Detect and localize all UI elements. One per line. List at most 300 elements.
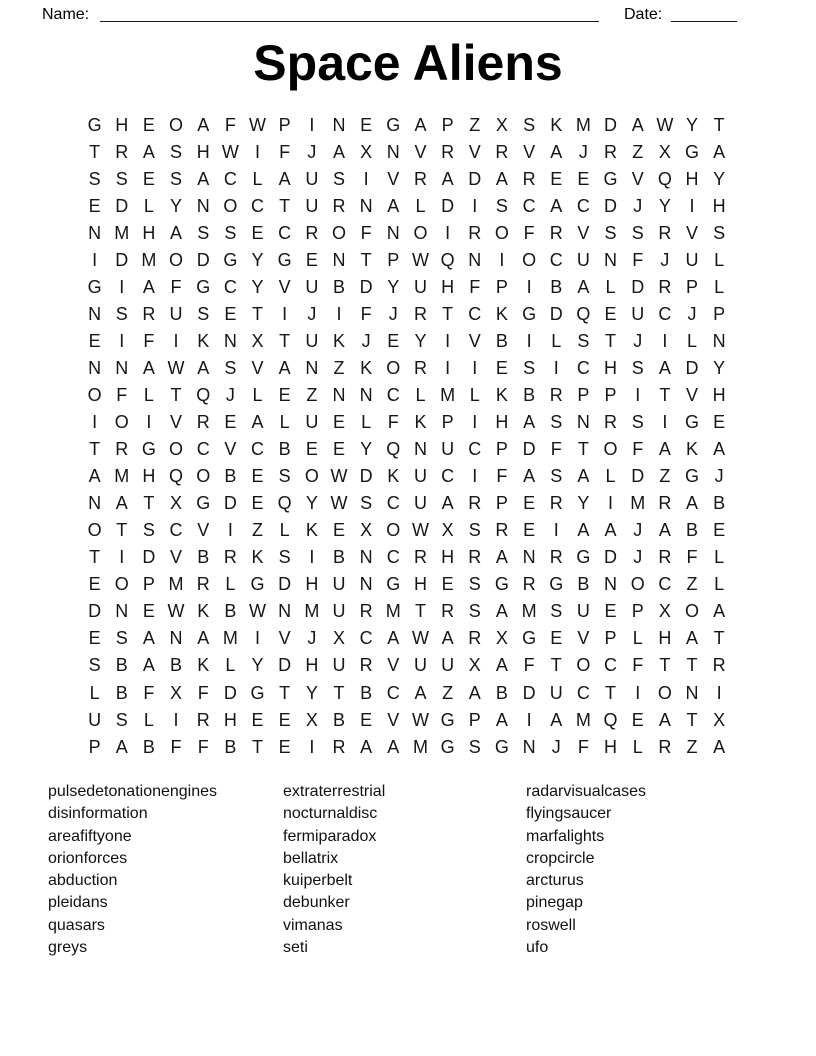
grid-cell: N xyxy=(305,357,319,378)
grid-cell: L xyxy=(252,168,263,189)
grid-cell: O xyxy=(87,520,102,541)
grid-cell: G xyxy=(141,439,156,460)
grid-cell: A xyxy=(88,466,101,487)
word-item: bellatrix xyxy=(283,849,339,867)
grid-cell: J xyxy=(551,736,561,757)
grid-cell: C xyxy=(549,249,563,270)
grid-cell: G xyxy=(522,628,537,649)
grid-cell: L xyxy=(361,412,372,433)
grid-cell: Y xyxy=(414,330,427,351)
grid-cell: L xyxy=(89,682,100,703)
grid-cell: G xyxy=(549,574,564,595)
grid-cell: T xyxy=(659,655,671,676)
grid-cell: T xyxy=(89,141,101,162)
grid-cell: X xyxy=(441,520,454,541)
grid-cell: T xyxy=(605,682,617,703)
grid-cell: K xyxy=(305,520,318,541)
word-item: ufo xyxy=(526,939,549,957)
grid-cell: S xyxy=(495,195,508,216)
grid-cell: B xyxy=(360,682,373,703)
grid-cell: D xyxy=(522,682,536,703)
word-item: roswell xyxy=(526,916,576,934)
grid-cell: R xyxy=(658,547,672,568)
grid-cell: W xyxy=(411,628,429,649)
grid-cell: M xyxy=(440,384,456,405)
grid-cell: S xyxy=(115,168,128,189)
grid-cell: N xyxy=(88,493,102,514)
grid-cell: M xyxy=(222,628,238,649)
word-item: seti xyxy=(283,939,308,957)
grid-cell: W xyxy=(249,601,267,622)
grid-cell: L xyxy=(279,412,290,433)
grid-cell: Z xyxy=(442,682,454,703)
name-label: Name: xyxy=(42,6,90,23)
grid-cell: L xyxy=(225,574,236,595)
grid-cell: U xyxy=(88,709,102,730)
grid-cell: O xyxy=(169,249,184,270)
grid-cell: J xyxy=(633,520,643,541)
grid-cell: I xyxy=(716,682,722,703)
grid-cell: F xyxy=(632,655,644,676)
grid-cell: I xyxy=(363,168,369,189)
grid-cell: W xyxy=(330,466,348,487)
grid-cell: B xyxy=(523,384,536,405)
grid-cell: S xyxy=(523,357,536,378)
grid-cell: X xyxy=(332,628,345,649)
grid-cell: R xyxy=(658,276,672,297)
grid-cell: S xyxy=(142,520,155,541)
grid-cell: Z xyxy=(333,357,345,378)
grid-cell: T xyxy=(170,384,182,405)
grid-cell: D xyxy=(115,249,129,270)
grid-cell: I xyxy=(92,249,98,270)
grid-cell: P xyxy=(495,439,508,460)
grid-cell: T xyxy=(686,709,698,730)
word-list-column-1 xyxy=(48,781,217,959)
grid-cell: G xyxy=(685,141,700,162)
grid-cell: E xyxy=(88,574,101,595)
grid-cell: V xyxy=(523,141,536,162)
grid-cell: J xyxy=(687,303,697,324)
grid-cell: I xyxy=(309,736,315,757)
grid-cell: T xyxy=(686,655,698,676)
grid-cell: O xyxy=(413,222,428,243)
grid-cell: A xyxy=(332,141,345,162)
grid-cell: Y xyxy=(251,276,264,297)
word-item: kuiperbelt xyxy=(283,872,353,890)
grid-cell: F xyxy=(360,303,372,324)
grid-cell: A xyxy=(495,601,508,622)
grid-cell: J xyxy=(633,195,643,216)
grid-cell: S xyxy=(115,303,128,324)
word-item: greys xyxy=(48,939,88,957)
grid-cell: N xyxy=(386,222,400,243)
grid-cell: T xyxy=(279,330,291,351)
grid-cell: O xyxy=(386,520,401,541)
grid-cell: E xyxy=(142,114,155,135)
grid-cell: R xyxy=(115,439,129,460)
grid-cell: K xyxy=(550,114,563,135)
grid-cell: N xyxy=(386,141,400,162)
grid-cell: F xyxy=(496,466,508,487)
grid-cell: E xyxy=(88,628,101,649)
grid-cell: K xyxy=(360,357,373,378)
grid-cell: S xyxy=(170,168,183,189)
grid-cell: B xyxy=(332,276,345,297)
grid-cell: A xyxy=(713,439,726,460)
grid-cell: Q xyxy=(386,439,401,460)
grid-cell: Y xyxy=(251,249,264,270)
grid-cell: G xyxy=(576,547,591,568)
grid-cell: B xyxy=(686,520,699,541)
grid-cell: U xyxy=(413,466,427,487)
grid-cell: B xyxy=(278,439,291,460)
grid-cell: I xyxy=(336,303,342,324)
grid-cell: W xyxy=(411,249,429,270)
grid-cell: A xyxy=(495,655,508,676)
grid-cell: H xyxy=(441,547,455,568)
grid-cell: C xyxy=(468,303,482,324)
grid-cell: W xyxy=(249,114,267,135)
grid-cell: H xyxy=(495,412,509,433)
grid-cell: U xyxy=(332,655,346,676)
grid-cell: V xyxy=(170,547,183,568)
grid-cell: X xyxy=(251,330,264,351)
grid-cell: E xyxy=(251,466,264,487)
grid-cell: R xyxy=(658,736,672,757)
grid-cell: C xyxy=(576,195,590,216)
grid-cell: H xyxy=(712,195,726,216)
grid-cell: V xyxy=(278,628,291,649)
grid-cell: A xyxy=(713,601,726,622)
grid-cell: S xyxy=(278,466,291,487)
grid-cell: W xyxy=(167,601,185,622)
grid-cell: Y xyxy=(686,114,699,135)
grid-cell: D xyxy=(223,493,237,514)
grid-cell: C xyxy=(658,574,672,595)
grid-cell: C xyxy=(223,276,237,297)
grid-cell: S xyxy=(550,601,563,622)
grid-cell: F xyxy=(143,330,155,351)
grid-cell: U xyxy=(576,601,590,622)
grid-cell: P xyxy=(142,574,155,595)
grid-cell: A xyxy=(441,168,454,189)
grid-cell: R xyxy=(441,141,455,162)
grid-cell: I xyxy=(635,384,641,405)
grid-cell: Z xyxy=(686,736,698,757)
grid-cell: G xyxy=(386,114,401,135)
grid-cell: F xyxy=(632,439,644,460)
grid-cell: N xyxy=(115,357,129,378)
grid-cell: Y xyxy=(577,493,590,514)
grid-cell: Q xyxy=(277,493,292,514)
grid-cell: D xyxy=(441,195,455,216)
grid-cell: O xyxy=(522,249,537,270)
grid-cell: R xyxy=(549,547,563,568)
grid-cell: R xyxy=(604,412,618,433)
grid-cell: A xyxy=(550,709,563,730)
grid-cell: G xyxy=(250,574,265,595)
grid-cell: F xyxy=(632,249,644,270)
grid-cell: B xyxy=(197,547,210,568)
grid-cell: I xyxy=(227,520,233,541)
grid-cell: T xyxy=(89,439,101,460)
grid-cell: L xyxy=(714,276,725,297)
grid-cell: S xyxy=(115,628,128,649)
grid-cell: E xyxy=(305,249,318,270)
grid-cell: N xyxy=(522,547,536,568)
grid-cell: A xyxy=(360,736,373,757)
grid-cell: P xyxy=(441,412,454,433)
grid-cell: K xyxy=(197,655,210,676)
name-blank-line xyxy=(100,21,599,22)
grid-cell: V xyxy=(414,141,427,162)
grid-cell: S xyxy=(332,168,345,189)
grid-cell: S xyxy=(550,412,563,433)
grid-cell: O xyxy=(169,439,184,460)
grid-cell: A xyxy=(441,493,454,514)
grid-cell: I xyxy=(553,357,559,378)
grid-cell: A xyxy=(197,357,210,378)
grid-cell: R xyxy=(604,141,618,162)
word-item: vimanas xyxy=(283,916,343,934)
grid-cell: H xyxy=(142,222,156,243)
grid-cell: I xyxy=(608,493,614,514)
grid-cell: S xyxy=(278,547,291,568)
grid-cell: K xyxy=(495,303,508,324)
grid-cell: H xyxy=(441,276,455,297)
grid-cell: I xyxy=(255,628,261,649)
grid-cell: P xyxy=(713,303,726,324)
grid-cell: A xyxy=(658,439,671,460)
grid-cell: V xyxy=(686,384,699,405)
grid-cell: E xyxy=(142,168,155,189)
grid-cell: D xyxy=(115,195,129,216)
grid-cell: N xyxy=(88,303,102,324)
word-item: disinformation xyxy=(48,805,148,823)
grid-cell: H xyxy=(604,736,618,757)
grid-cell: U xyxy=(549,682,563,703)
grid-cell: T xyxy=(360,249,372,270)
grid-cell: O xyxy=(386,357,401,378)
grid-cell: N xyxy=(712,330,726,351)
grid-cell: E xyxy=(142,601,155,622)
grid-cell: V xyxy=(278,276,291,297)
grid-cell: I xyxy=(445,330,451,351)
grid-cell: C xyxy=(604,655,618,676)
grid-cell: E xyxy=(88,330,101,351)
grid-cell: A xyxy=(387,736,400,757)
grid-cell: X xyxy=(658,141,671,162)
word-item: pulsedetonationengines xyxy=(48,783,218,800)
word-item: abduction xyxy=(48,872,118,890)
grid-cell: S xyxy=(88,655,101,676)
grid-cell: E xyxy=(523,493,536,514)
grid-cell: F xyxy=(523,655,535,676)
grid-cell: T xyxy=(442,303,454,324)
grid-cell: E xyxy=(604,303,617,324)
grid-cell: F xyxy=(469,276,481,297)
grid-cell: A xyxy=(468,682,481,703)
grid-cell: Y xyxy=(713,168,726,189)
grid-cell: P xyxy=(468,709,481,730)
grid-cell: M xyxy=(304,601,320,622)
grid-cell: N xyxy=(522,736,536,757)
word-list-column-3 xyxy=(526,781,646,959)
grid-cell: R xyxy=(522,574,536,595)
grid-cell: V xyxy=(224,439,237,460)
grid-cell: U xyxy=(576,249,590,270)
grid-cell: R xyxy=(332,195,346,216)
grid-cell: Y xyxy=(170,195,183,216)
grid-cell: A xyxy=(142,655,155,676)
grid-cell: I xyxy=(635,682,641,703)
grid-cell: R xyxy=(712,655,726,676)
grid-cell: C xyxy=(522,195,536,216)
grid-cell: A xyxy=(577,466,590,487)
grid-cell: P xyxy=(686,276,699,297)
grid-cell: P xyxy=(441,114,454,135)
grid-cell: H xyxy=(712,384,726,405)
word-item: fermiparadox xyxy=(283,827,377,845)
grid-cell: F xyxy=(170,736,182,757)
grid-cell: U xyxy=(685,249,699,270)
grid-cell: F xyxy=(170,276,182,297)
grid-cell: E xyxy=(360,709,373,730)
grid-cell: B xyxy=(332,709,345,730)
grid-cell: O xyxy=(685,601,700,622)
grid-cell: M xyxy=(630,493,646,514)
grid-cell: E xyxy=(550,628,563,649)
word-item: marfalights xyxy=(526,827,605,845)
grid-cell: M xyxy=(412,736,428,757)
grid-cell: T xyxy=(577,439,589,460)
grid-cell: J xyxy=(388,303,398,324)
grid-cell: F xyxy=(523,222,535,243)
grid-cell: N xyxy=(359,574,373,595)
grid-cell: A xyxy=(142,357,155,378)
grid-cell: L xyxy=(469,384,480,405)
grid-cell: B xyxy=(713,493,726,514)
grid-cell: Q xyxy=(440,249,455,270)
grid-cell: R xyxy=(658,493,672,514)
grid-cell: S xyxy=(550,466,563,487)
grid-cell: S xyxy=(713,222,726,243)
grid-cell: I xyxy=(526,276,532,297)
grid-cell: X xyxy=(495,114,508,135)
grid-cell: L xyxy=(605,276,616,297)
grid-cell: A xyxy=(387,628,400,649)
grid-cell: P xyxy=(387,249,400,270)
grid-cell: Q xyxy=(603,709,618,730)
grid-cell: D xyxy=(278,655,292,676)
grid-cell: B xyxy=(550,276,563,297)
grid-cell: W xyxy=(656,114,674,135)
grid-cell: W xyxy=(411,520,429,541)
grid-cell: Y xyxy=(305,493,318,514)
grid-cell: H xyxy=(142,466,156,487)
grid-cell: X xyxy=(360,141,373,162)
grid-cell: R xyxy=(495,520,509,541)
grid-cell: E xyxy=(550,168,563,189)
grid-cell: J xyxy=(633,330,643,351)
grid-cell: U xyxy=(305,330,319,351)
grid-cell: X xyxy=(495,628,508,649)
grid-cell: G xyxy=(494,736,509,757)
grid-cell: J xyxy=(307,141,317,162)
word-item: nocturnaldisc xyxy=(283,805,378,823)
grid-cell: G xyxy=(386,574,401,595)
grid-cell: E xyxy=(332,439,345,460)
grid-cell: D xyxy=(359,466,373,487)
grid-cell: T xyxy=(414,601,426,622)
grid-cell: D xyxy=(604,114,618,135)
grid-cell: U xyxy=(441,655,455,676)
grid-cell: R xyxy=(142,303,156,324)
grid-cell: X xyxy=(305,709,318,730)
grid-cell: I xyxy=(499,249,505,270)
grid-cell: A xyxy=(523,412,536,433)
grid-cell: Z xyxy=(686,574,698,595)
grid-cell: L xyxy=(415,195,426,216)
grid-cell: N xyxy=(223,330,237,351)
grid-cell: A xyxy=(278,357,291,378)
grid-cell: W xyxy=(411,709,429,730)
grid-cell: I xyxy=(662,412,668,433)
grid-cell: S xyxy=(88,168,101,189)
grid-cell: X xyxy=(713,709,726,730)
word-list-column-2 xyxy=(283,781,385,959)
date-label: Date: xyxy=(624,6,663,23)
grid-cell: R xyxy=(522,168,536,189)
grid-cell: E xyxy=(577,168,590,189)
grid-cell: J xyxy=(714,466,724,487)
grid-cell: O xyxy=(603,439,618,460)
word-item: extraterrestrial xyxy=(283,783,386,800)
grid-cell: C xyxy=(386,682,400,703)
grid-cell: A xyxy=(604,520,617,541)
grid-cell: V xyxy=(197,520,210,541)
grid-cell: H xyxy=(305,655,319,676)
grid-cell: E xyxy=(713,520,726,541)
grid-cell: L xyxy=(551,330,562,351)
grid-cell: Y xyxy=(658,195,671,216)
grid-cell: A xyxy=(523,466,536,487)
grid-cell: A xyxy=(251,412,264,433)
grid-cell: F xyxy=(387,412,399,433)
grid-cell: P xyxy=(631,601,644,622)
grid-cell: S xyxy=(631,357,644,378)
grid-cell: E xyxy=(713,412,726,433)
grid-cell: V xyxy=(577,628,590,649)
grid-cell: N xyxy=(413,439,427,460)
grid-cell: U xyxy=(305,276,319,297)
grid-cell: C xyxy=(359,628,373,649)
grid-cell: E xyxy=(387,330,400,351)
grid-cell: I xyxy=(472,195,478,216)
grid-cell: N xyxy=(88,357,102,378)
grid-cell: D xyxy=(359,276,373,297)
grid-cell: T xyxy=(605,330,617,351)
grid-cell: L xyxy=(632,736,643,757)
grid-cell: M xyxy=(575,709,591,730)
grid-cell: L xyxy=(415,384,426,405)
grid-cell: P xyxy=(278,114,291,135)
grid-cell: U xyxy=(332,601,346,622)
grid-cell: J xyxy=(660,249,670,270)
grid-cell: X xyxy=(170,493,183,514)
grid-cell: S xyxy=(224,222,237,243)
